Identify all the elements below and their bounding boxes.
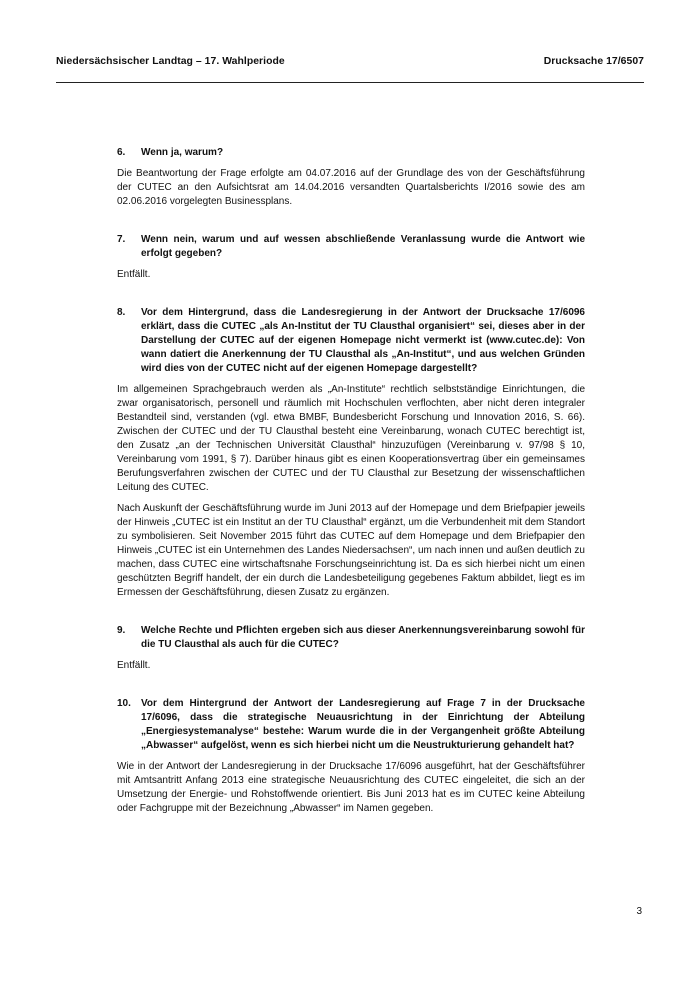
answer-9-paragraph-1: Entfällt. bbox=[117, 660, 151, 671]
question-7 bbox=[117, 233, 585, 261]
question-number: 7. bbox=[117, 234, 126, 245]
question-number: 9. bbox=[117, 625, 126, 636]
answer-10-paragraph-1: Wie in der Antwort der Landesregierung in der Drucksache 17/6096 ausgeführt, hat der Geschäftsführer mit Amtsantritt Anfang 2013 eine strategische Neuausrichtung des CUTEC eingeleitet, die sich an der Umsetzung der Energie- und Rohstoffwende orientiert. Bis Juni 2013 hat es im CUTEC keine Abteilung oder Fachgruppe mit der Bezeichnung „Abwasser“ im Namen gegeben. bbox=[117, 761, 585, 814]
header-divider bbox=[56, 82, 644, 83]
question-text: Wenn nein, warum und auf wessen abschließende Veranlassung wurde die Antwort wie erfolgt gegeben? bbox=[141, 234, 585, 259]
header-title: Niedersächsischer Landtag – 17. Wahlperiode bbox=[56, 56, 285, 67]
question-text: Welche Rechte und Pflichten ergeben sich aus dieser Anerkennungsvereinbarung sowohl für die TU Clausthal als auch für die CUTEC? bbox=[141, 625, 585, 650]
document-body bbox=[117, 146, 585, 816]
answer-8-paragraph-1: Im allgemeinen Sprachgebrauch werden als „An-Institute“ rechtlich selbstständige Einrichtungen, die zwar organisatorisch, personell und räumlich mit Hochschulen verflochten, aber nicht deren integraler Bestandteil sind, verstanden (vgl. etwa BMBF, Bundesbericht Forschung und Innovation 2016, S. 66). Zwischen der CUTEC und der TU Clausthal besteht eine Vereinbarung, wonach CUTEC berechtigt ist, den Zusatz „an der Technischen Universität Clausthal“ hinzuzufügen (Vereinbarung v. 97/98 § 10, Vereinbarung vom 1991, § 7). Darüber hinaus gibt es einen Kooperationsvertrag über ein gemeinsames Berufungsverfahren zwischen der CUTEC und der TU Clausthal zur Besetzung der wissenschaftlichen Leitung des CUTEC. bbox=[117, 384, 585, 493]
question-text: Wenn ja, warum? bbox=[141, 147, 224, 158]
question-number: 8. bbox=[117, 307, 126, 318]
question-number: 10. bbox=[117, 698, 131, 709]
answer-7-paragraph-1: Entfällt. bbox=[117, 269, 151, 280]
page-header bbox=[56, 56, 644, 67]
page-number: 3 bbox=[636, 906, 642, 917]
question-10 bbox=[117, 697, 585, 753]
header-doc-number: Drucksache 17/6507 bbox=[543, 56, 644, 67]
answer-6-paragraph-1: Die Beantwortung der Frage erfolgte am 04.07.2016 auf der Grundlage des von der Geschäftsführung der CUTEC an den Aufsichtsrat am 14.04.2016 versandten Quartalsberichts I/2016 sowie des am 02.06.2016 vorgelegten Businessplans. bbox=[117, 168, 585, 207]
question-8 bbox=[117, 306, 585, 376]
answer-8-paragraph-2: Nach Auskunft der Geschäftsführung wurde im Juni 2013 auf der Homepage und dem Briefpapier jeweils der Hinweis „CUTEC ist ein Institut an der TU Clausthal“ ergänzt, um die Verbundenheit mit dem Standort zu symbolisieren. Seit November 2015 führt das CUTEC auf dem Homepage und dem Briefpapier den Hinweis „CUTEC ist ein Unternehmen des Landes Niedersachsen“, um nach innen und außen deutlich zu machen, dass CUTEC eine wirtschaftsnahe Forschungseinrichtung ist. Da es sich hierbei nicht um einen geschützten Begriff handelt, der ein durch die Landesbeteiligung gegebenes Faktum abbildet, liegt es im Ermessen der Geschäftsführung, diesen Zusatz zu ergänzen. bbox=[117, 503, 585, 598]
question-text: Vor dem Hintergrund, dass die Landesregierung in der Antwort der Drucksache 17/6096 erklärt, dass die CUTEC „als An-Institut der TU Clausthal organisiert“ sei, dieses aber in der Darstellung der CUTEC auf der eigenen Homepage nicht vermerkt ist (www.cutec.de): Von wann datiert die Anerkennung der TU Clausthal als „An-Institut“, und aus welchen Gründen wird dies von der CUTEC nicht auf der eigenen Homepage dargestellt? bbox=[141, 307, 585, 374]
question-number: 6. bbox=[117, 147, 126, 158]
question-9 bbox=[117, 624, 585, 652]
question-text: Vor dem Hintergrund der Antwort der Landesregierung auf Frage 7 in der Drucksache 17/6096, dass die strategische Neuausrichtung in der Einrichtung der Abteilung „Energiesystemanalyse“ bestehe: Warum wurde die in der Vergangenheit größte Abteilung „Abwasser“ aufgelöst, wenn es sich hierbei nicht um die Neustrukturierung gehandelt hat? bbox=[141, 698, 585, 751]
question-6 bbox=[117, 146, 585, 160]
